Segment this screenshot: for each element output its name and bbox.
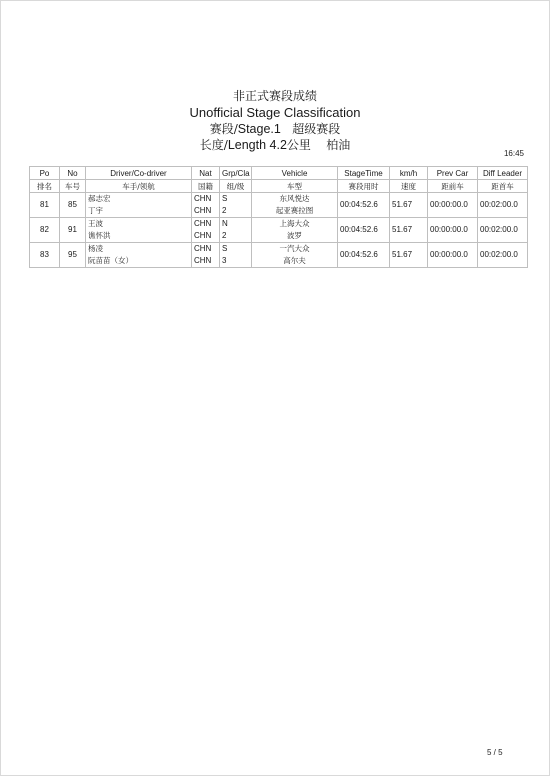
cell-diff-leader-diff: 00:02:00.0: [480, 225, 518, 234]
cell-nationality-nat2: CHN: [194, 256, 212, 265]
cell-vehicle-model: 波罗: [287, 231, 302, 240]
cell-nationality-nat1: CHN: [194, 194, 212, 203]
cell-vehicle-make: 东风悦达: [279, 194, 310, 203]
cell-prev-car-prev: 00:00:00.0: [430, 225, 468, 234]
cell-position-po: 82: [40, 225, 49, 234]
cell-driver: [86, 218, 192, 243]
cell-nationality-nat2: CHN: [194, 231, 212, 240]
cell-speed: [390, 218, 428, 243]
stage-label-cn: 赛段/: [209, 122, 238, 136]
cell-driver: [86, 243, 192, 268]
cell-group-class-grp: N: [222, 219, 228, 228]
stage-label-en: Stage.1: [237, 122, 281, 136]
column-header: km/h: [390, 167, 428, 180]
column-header: Driver/Co-driver: [86, 167, 192, 180]
page-number: 5 / 5: [487, 748, 503, 757]
document-header: [0, 90, 550, 151]
cell-prev-car: [428, 218, 478, 243]
cell-vehicle: [252, 193, 338, 218]
title-english: Unofficial Stage Classification: [189, 105, 361, 120]
cell-nationality-nat1: CHN: [194, 244, 212, 253]
length-line: [0, 139, 550, 152]
cell-position-po: 81: [40, 200, 49, 209]
cell-group-class-cla: 2: [222, 206, 227, 215]
cell-group-class: [220, 243, 252, 268]
cell-stage-time: [338, 243, 390, 268]
cell-diff-leader: [478, 218, 528, 243]
cell-nationality: [192, 218, 220, 243]
column-header-cn: 车号: [60, 180, 86, 193]
title-chinese: 非正式赛段成绩: [232, 89, 317, 103]
cell-vehicle: [252, 243, 338, 268]
column-header: StageTime: [338, 167, 390, 180]
cell-stage-time-time: 00:04:52.6: [340, 250, 378, 259]
column-header: No: [60, 167, 86, 180]
cell-position: [30, 243, 60, 268]
cell-diff-leader: [478, 243, 528, 268]
table-row: [30, 218, 528, 243]
table-row: [30, 193, 528, 218]
cell-speed: [390, 193, 428, 218]
cell-group-class-cla: 3: [222, 256, 227, 265]
table-row: [30, 243, 528, 268]
cell-vehicle-make: 上海大众: [279, 219, 310, 228]
print-time: 16:45: [503, 149, 524, 158]
cell-prev-car: [428, 243, 478, 268]
column-header-cn: 组/级: [220, 180, 252, 193]
cell-driver-codriver: 阮苗苗（女）: [88, 256, 133, 265]
header-row-english: [30, 167, 528, 180]
column-header: Diff Leader: [478, 167, 528, 180]
column-header-cn: 距前车: [428, 180, 478, 193]
cell-nationality: [192, 243, 220, 268]
cell-driver: [86, 193, 192, 218]
surface: 柏油: [326, 137, 351, 152]
cell-vehicle-model: 高尔夫: [283, 256, 306, 265]
cell-car-number-no: 91: [68, 225, 77, 234]
cell-driver-driver: 郝志宏: [88, 194, 111, 203]
column-header: Po: [30, 167, 60, 180]
cell-group-class: [220, 218, 252, 243]
length-value: Length 4.2: [227, 137, 287, 152]
cell-position-po: 83: [40, 250, 49, 259]
cell-prev-car-prev: 00:00:00.0: [430, 200, 468, 209]
column-header: Nat: [192, 167, 220, 180]
cell-position: [30, 193, 60, 218]
length-unit: 公里: [286, 137, 311, 152]
cell-diff-leader-diff: 00:02:00.0: [480, 250, 518, 259]
cell-car-number: [60, 243, 86, 268]
cell-stage-time-time: 00:04:52.6: [340, 225, 378, 234]
cell-position: [30, 218, 60, 243]
cell-vehicle-make: 一汽大众: [279, 244, 310, 253]
cell-nationality: [192, 193, 220, 218]
cell-car-number-no: 85: [68, 200, 77, 209]
cell-prev-car: [428, 193, 478, 218]
cell-speed-kmh: 51.67: [392, 250, 413, 259]
cell-driver-driver: 杨凌: [88, 244, 103, 253]
cell-prev-car-prev: 00:00:00.0: [430, 250, 468, 259]
column-header: Grp/Cla: [220, 167, 252, 180]
column-header-cn: 排名: [30, 180, 60, 193]
cell-speed: [390, 243, 428, 268]
cell-diff-leader-diff: 00:02:00.0: [480, 200, 518, 209]
column-header-cn: 车手/领航: [86, 180, 192, 193]
cell-speed-kmh: 51.67: [392, 225, 413, 234]
cell-stage-time: [338, 218, 390, 243]
results-body: [30, 193, 528, 268]
column-header: Prev Car: [428, 167, 478, 180]
length-label-cn: 长度/: [199, 137, 228, 152]
cell-vehicle: [252, 218, 338, 243]
column-header-cn: 国籍: [192, 180, 220, 193]
cell-speed-kmh: 51.67: [392, 200, 413, 209]
results-table: [29, 166, 528, 268]
cell-nationality-nat2: CHN: [194, 206, 212, 215]
cell-group-class-grp: S: [222, 194, 228, 203]
header-row-chinese: [30, 180, 528, 193]
stage-name: 超级赛段: [292, 122, 341, 136]
cell-driver-codriver: 丁宇: [88, 206, 103, 215]
stage-line: [0, 123, 550, 136]
cell-car-number-no: 95: [68, 250, 77, 259]
column-header-cn: 距首车: [478, 180, 528, 193]
cell-vehicle-model: 起亚赛拉图: [275, 206, 314, 215]
cell-group-class-grp: S: [222, 244, 228, 253]
cell-driver-codriver: 谯怀洪: [88, 231, 111, 240]
column-header: Vehicle: [252, 167, 338, 180]
cell-stage-time-time: 00:04:52.6: [340, 200, 378, 209]
cell-group-class: [220, 193, 252, 218]
cell-diff-leader: [478, 193, 528, 218]
column-header-cn: 赛段用时: [338, 180, 390, 193]
cell-stage-time: [338, 193, 390, 218]
cell-driver-driver: 王波: [88, 219, 103, 228]
column-header-cn: 车型: [252, 180, 338, 193]
cell-car-number: [60, 218, 86, 243]
cell-car-number: [60, 193, 86, 218]
column-header-cn: 速度: [390, 180, 428, 193]
cell-nationality-nat1: CHN: [194, 219, 212, 228]
cell-group-class-cla: 2: [222, 231, 227, 240]
